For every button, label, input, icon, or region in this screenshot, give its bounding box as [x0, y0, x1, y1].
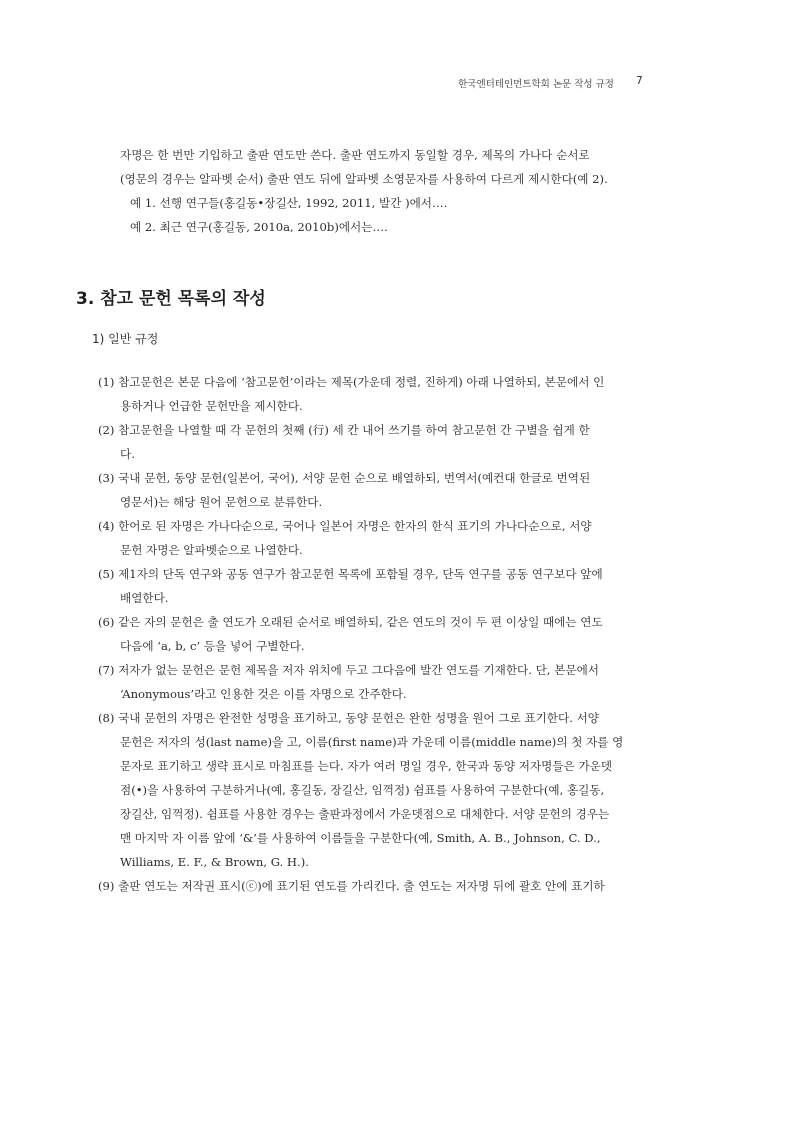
rule-line: 문헌 자명은 알파벳순으로 나열한다.	[120, 543, 303, 557]
rule-line: (6) 같은 자의 문헌은 출 연도가 오래된 순서로 배열하되, 같은 연도의 것이 두 편 이상일 때에는 연도	[98, 615, 603, 629]
example-line: 예 2. 최근 연구(홍길동, 2010a, 2010b)에서는….	[130, 220, 388, 234]
rule-line: (7) 저자가 없는 문헌은 문헌 제목을 저자 위치에 두고 그다음에 발간 연도를 기재한다. 단, 본문에서	[98, 663, 599, 677]
rule-line: 맨 마지막 자 이름 앞에 ‘&’를 사용하여 이름들을 구분한다(예, Smith, A. B., Johnson, C. D.,	[120, 831, 601, 845]
rule-line: 장길산, 임꺽정). 쉼표를 사용한 경우는 출판과정에서 가운뎃점으로 대체한다. 서양 문헌의 경우는	[120, 807, 610, 821]
rule-line: (2) 참고문헌을 나열할 때 각 문헌의 첫째 (行) 세 칸 내어 쓰기를 하여 참고문헌 간 구별을 쉽게 한	[98, 423, 590, 437]
rule-line: 다음에 ‘a, b, c’ 등을 넣어 구별한다.	[120, 639, 305, 653]
rule-line: (3) 국내 문헌, 동양 문헌(일본어, 국어), 서양 문헌 순으로 배열하되, 번역서(예컨대 한글로 번역된	[98, 471, 591, 485]
rule-line: 용하거나 언급한 문헌만을 제시한다.	[120, 399, 303, 413]
rule-line: (9) 출판 연도는 저작권 표시(ⓒ)에 표기된 연도를 가리킨다. 출 연도는 저자명 뒤에 괄호 안에 표기하	[98, 879, 605, 893]
rule-line: ‘Anonymous’라고 인용한 것은 이를 자명으로 간주한다.	[120, 687, 407, 701]
rule-line: (1) 참고문헌은 본문 다음에 ‘참고문헌’이라는 제목(가운데 정렬, 진하게) 아래 나열하되, 본문에서 인	[98, 375, 605, 389]
rule-line: 점(•)을 사용하여 구분하거나(예, 홍길동, 장길산, 임꺽정) 쉼표를 사용하여 구분한다(예, 홍길동,	[120, 783, 605, 797]
rule-line: 문헌은 저자의 성(last name)을 고, 이름(first name)과 가운데 이름(middle name)의 첫 자를 영	[120, 735, 624, 749]
subsection-title: 1) 일반 규정	[92, 332, 159, 346]
example-line: 예 1. 선행 연구들(홍길동•장길산, 1992, 2011, 발간 )에서….	[130, 196, 448, 210]
rule-line: 배열한다.	[120, 591, 169, 605]
paragraph-line: (영문의 경우는 알파벳 순서) 출판 연도 뒤에 알파벳 소영문자를 사용하여 다르게 제시한다(예 2).	[120, 172, 608, 186]
page-header	[0, 76, 793, 92]
rule-line: (8) 국내 문헌의 자명은 완전한 성명을 표기하고, 동양 문헌은 완한 성명을 원어 그로 표기한다. 서양	[98, 711, 599, 725]
rule-line: 영문서)는 해당 원어 문헌으로 분류한다.	[120, 495, 323, 509]
rule-line: 다.	[120, 447, 135, 461]
paragraph-line: 자명은 한 번만 기입하고 출판 연도만 쓴다. 출판 연도까지 동일할 경우, 제목의 가나다 순서로	[120, 148, 590, 162]
running-title: 한국엔터테인먼트학회 논문 작성 규정	[458, 79, 614, 90]
rule-line: (4) 한어로 된 자명은 가나다순으로, 국어나 일본어 자명은 한자의 한식 표기의 가나다순으로, 서양	[98, 519, 592, 533]
rule-line: (5) 제1자의 단독 연구와 공동 연구가 참고문헌 목록에 포함될 경우, 단독 연구를 공동 연구보다 앞에	[98, 567, 603, 581]
rule-line: Williams, E. F., & Brown, G. H.).	[120, 855, 309, 869]
page-number: 7	[636, 75, 643, 87]
section-title: 3. 참고 문헌 목록의 작성	[76, 289, 266, 309]
rule-line: 문자로 표기하고 생략 표시로 마침표를 는다. 자가 여러 명일 경우, 한국과 동양 저자명들은 가운뎃	[120, 759, 613, 773]
